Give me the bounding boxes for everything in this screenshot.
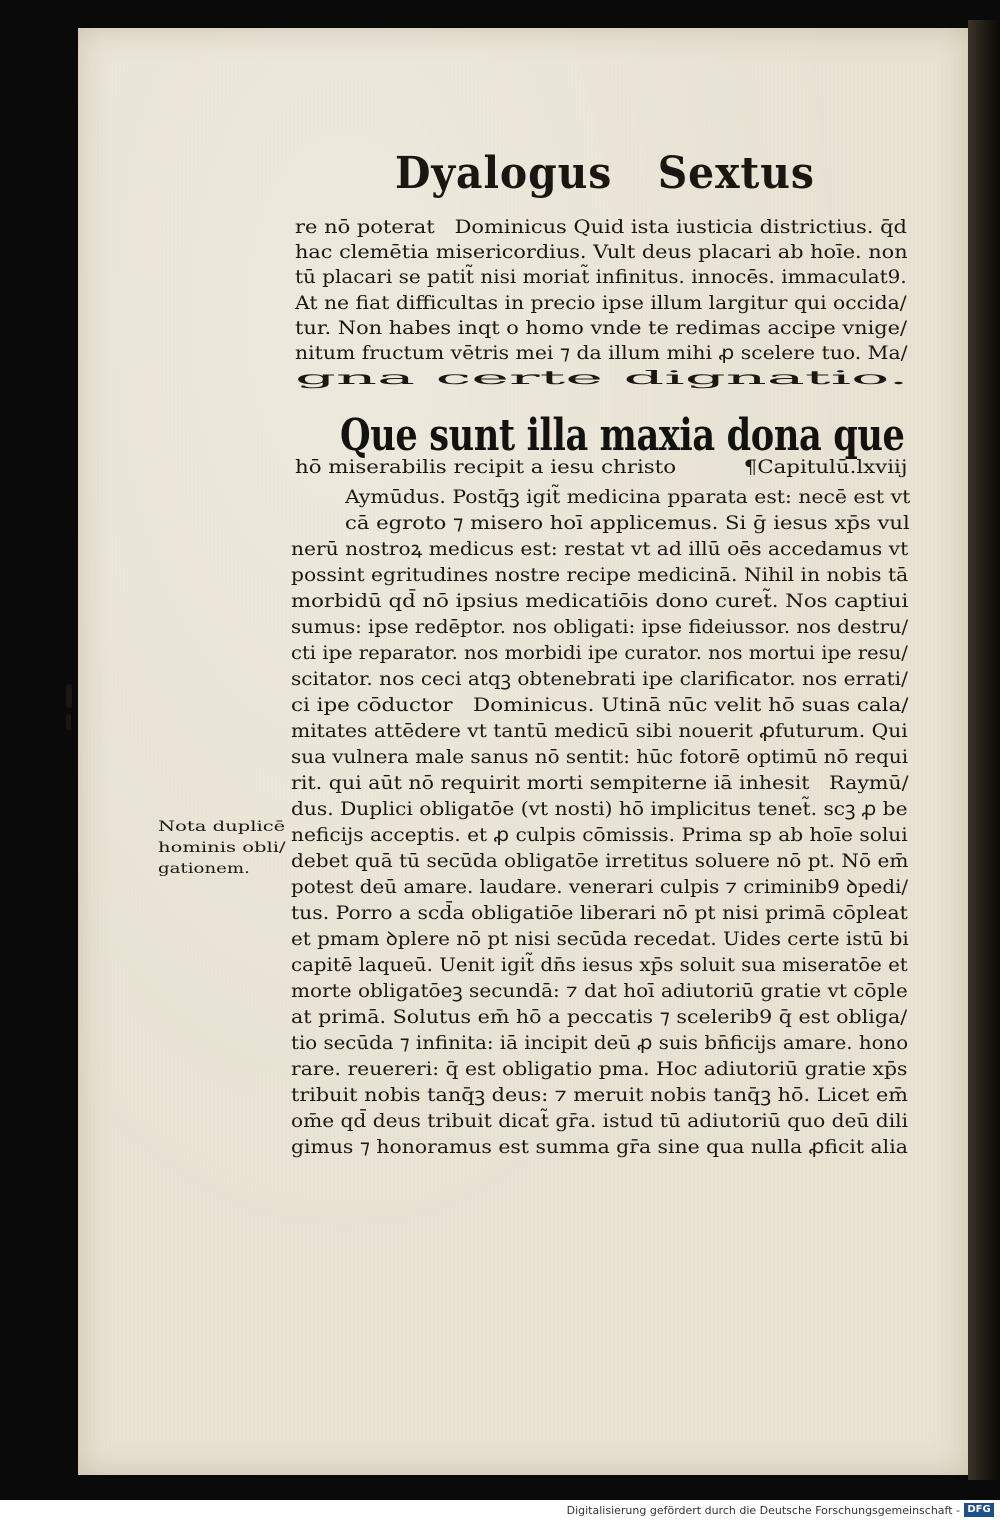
text-line: hac clemētia misericordius. Vult deus placari ab hoīe. non: [295, 241, 908, 264]
text-line: nitum fructum vētris mei ⁊ da illum mihi ꝓ scelere tuo. Ma/: [295, 342, 908, 364]
text-line: cā egroto ⁊ misero hoī applicemus. Si ḡ iesus xp̄s vul: [345, 512, 910, 534]
text-line: rare. reuereri: q̄ est obligatio pma. Hoc adiutoriū gratie xp̄s: [291, 1058, 908, 1080]
text-line: tio secūda ⁊ infinita: iā incipit deū ꝓ suis bn̄ficijs amare. hono: [291, 1032, 909, 1054]
text-line: capitē laqueū. Uenit igit̃ dn̄s iesus xp̄s soluit sua miseratōe et: [291, 954, 908, 976]
text-line: mitates attēdere vt tantū medicū sibi nouerit ꝓfuturum. Qui: [291, 720, 908, 742]
text-line: tribuit nobis tanq̄ꝫ deus: ⁊ meruit nobis tanq̄ꝫ hō. Licet em̄: [291, 1084, 908, 1106]
text-line: om̄e qd̄ deus tribuit dicat̃ gr̄a. istud tū adiutoriū quo deū dili: [291, 1110, 909, 1132]
left-edge-mark: [66, 684, 72, 708]
text-line: tur. Non habes inqt o homo vnde te redimas accipe vnige/: [295, 316, 908, 339]
text-line: sumus: ipse redēptor. nos obligati: ipse fideiussor. nos destru/: [291, 616, 909, 638]
text-line: scitator. nos ceci atqꝫ obtenebrati ipe clarificator. nos errati/: [291, 668, 908, 690]
text-line: morbidū qd̄ nō ipsius medicatiōis dono curet̃. Nos captiui: [291, 590, 909, 612]
text-line: possint egritudines nostre recipe medicinā. Nihil in nobis tā: [291, 564, 909, 586]
text-line: sua vulnera male sanus nō sentit: hūc fotorē optimū nō requi: [291, 746, 909, 768]
running-title: Dyalogus Sextus: [395, 148, 815, 199]
book-gutter: [968, 20, 1000, 1480]
text-line: cti ipe reparator. nos morbidi ipe curator. nos mortui ipe resu/: [291, 642, 908, 664]
text-line: nerū nostroꝝ medicus est: restat vt ad illū oēs accedamus vt: [291, 538, 909, 560]
left-edge-mark: [66, 714, 71, 730]
text-line: potest deū amare. laudare. venerari culpis ⁊ criminib9 ꝺpedi/: [291, 876, 909, 898]
text-line: debet quā tū secūda obligatōe irretitus soluere nō pt. Nō em̄: [291, 850, 909, 872]
text-line: morte obligatōeꝫ secundā: ⁊ dat hoī adiutoriū gratie vt cōple: [291, 980, 908, 1002]
text-line: Aymūdus. Postq̄ꝫ igit̃ medicina pparata est: necē est vt: [345, 486, 911, 508]
text-line: at primā. Solutus em̄ hō a peccatis ⁊ scelerib9 q̄ est obliga/: [291, 1006, 908, 1028]
text-line: gna certe dignatio.: [295, 367, 909, 390]
footer-bar: [0, 1500, 1000, 1521]
dfg-logo: DFG: [964, 1503, 994, 1517]
text-line: dus. Duplici obligatōe (vt nosti) hō implicitus tenet̃. scꝫ ꝓ be: [291, 798, 908, 820]
chapter-line: hō miserabilis recipit a iesu christo ¶Capitulū.lxviij: [295, 456, 908, 478]
footer-credit: Digitalisierung gefördert durch die Deutsche Forschungsgemeinschaft -: [566, 1504, 960, 1517]
text-line: tū placari se patit̃ nisi moriat̃ infinitus. innocēs. immaculat9.: [295, 266, 907, 289]
text-line: rit. qui aūt nō requirit morti sempiterne iā inhesit Raymū/: [291, 772, 909, 794]
text-line: tus. Porro a scd̄a obligatiōe liberari nō pt nisi primā cōpleat: [291, 902, 908, 924]
text-line: et pmam ꝺplere nō pt nisi secūda recedat. Uides certe istū bi: [291, 928, 909, 950]
text-line: neficijs acceptis. et ꝓ culpis cōmissis. Prima sp ab hoīe solui: [291, 824, 908, 846]
margin-note-line: hominis obli/: [158, 840, 286, 856]
text-line: gimus ⁊ honoramus est summa gr̄a sine qua nulla ꝓficit alia: [291, 1136, 908, 1158]
chapter-heading: Que sunt illa maxia dona que: [340, 410, 905, 461]
text-line: At ne fiat difficultas in precio ipse illum largitur qui occida/: [295, 291, 907, 314]
text-line: re nō poterat Dominicus Quid ista iusticia districtius. q̄d: [295, 216, 907, 238]
margin-note-line: Nota duplicē: [158, 819, 286, 835]
text-line: ci ipe cōductor Dominicus. Utinā nūc velit hō suas cala/: [291, 694, 909, 716]
margin-note-line: gationem.: [158, 861, 250, 877]
